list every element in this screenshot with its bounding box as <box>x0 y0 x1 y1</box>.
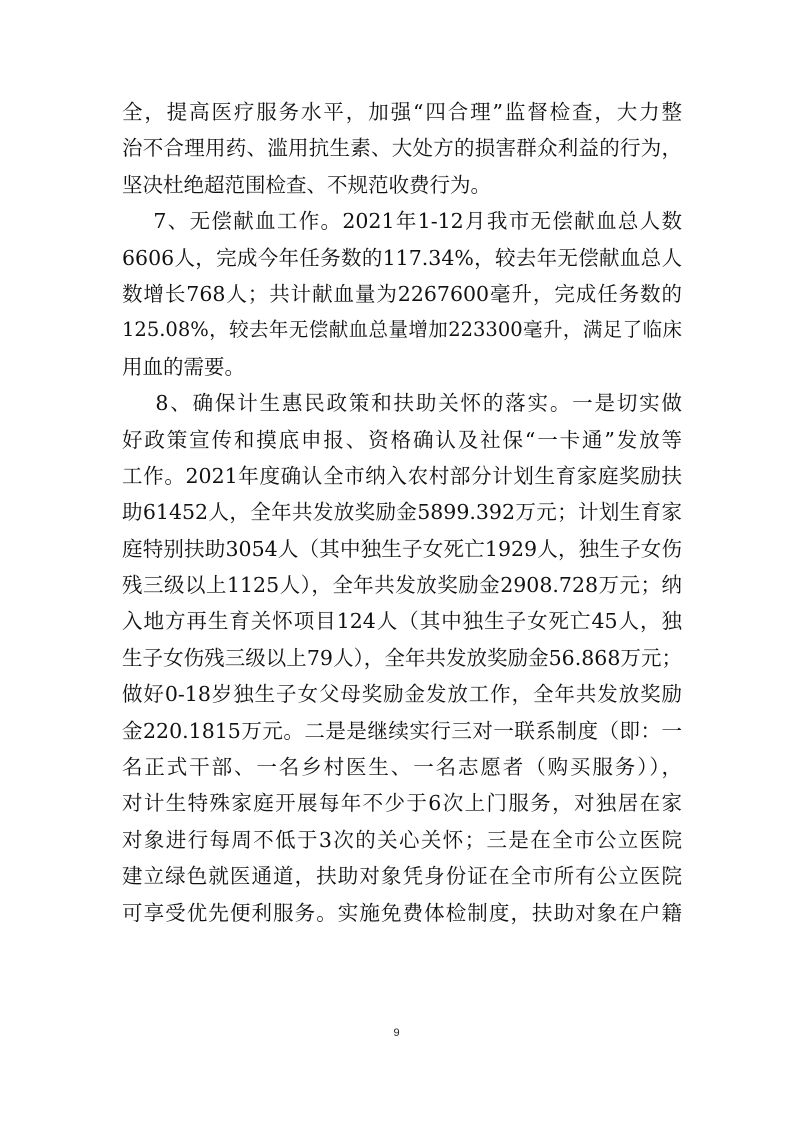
text-line: 用血的需要。 <box>122 354 245 379</box>
text-line: 125.08%，较去年无偿献血总量增加223300毫升，满足了临床 <box>122 318 682 342</box>
text-line: 6606人，完成今年任务数的117.34%，较去年无偿献血总人 <box>122 245 682 270</box>
text-line: 残三级以上1125人），全年共发放奖励金2908.728万元；纳 <box>122 573 682 598</box>
text-line: 对象进行每周不低于3次的关心关怀；三是在全市公立医院 <box>122 827 682 852</box>
text-line: 金220.1815万元。二是是继续实行三对一联系制度（即：一 <box>122 718 682 743</box>
text-line: 坚决杜绝超范围检查、不规范收费行为。 <box>122 172 491 197</box>
page-number: 9 <box>393 1027 400 1039</box>
page-body <box>122 94 682 931</box>
text-line: 对计生特殊家庭开展每年不少于6次上门服务，对独居在家 <box>122 791 682 816</box>
text-line: 好政策宣传和摸底申报、资格确认及社保“一卡通”发放等 <box>122 427 682 452</box>
text-line: 助61452人，全年共发放奖励金5899.392万元；计划生育家 <box>122 500 682 525</box>
text-line: 建立绿色就医通道，扶助对象凭身份证在全市所有公立医院 <box>122 864 682 889</box>
text-line: 庭特别扶助3054人（其中独生子女死亡1929人，独生子女伤 <box>122 536 682 561</box>
text-line: 做好0-18岁独生子女父母奖励金发放工作，全年共发放奖励 <box>122 682 682 707</box>
text-line: 名正式干部、一名乡村医生、一名志愿者（购买服务））， <box>122 755 682 780</box>
text-line: 工作。2021年度确认全市纳入农村部分计划生育家庭奖励扶 <box>122 463 682 488</box>
text-line: 可享受优先便利服务。实施免费体检制度，扶助对象在户籍 <box>122 900 682 925</box>
text-line: 治不合理用药、滥用抗生素、大处方的损害群众利益的行为， <box>122 136 682 161</box>
text-line: 7、无偿献血工作。2021年1-12月我市无偿献血总人数 <box>122 209 682 234</box>
text-line: 全，提高医疗服务水平，加强“四合理”监督检查，大力整 <box>122 100 682 124</box>
text-line: 8、确保计生惠民政策和扶助关怀的落实。一是切实做 <box>122 391 682 416</box>
text-line: 入地方再生育关怀项目124人（其中独生子女死亡45人，独 <box>122 609 682 634</box>
text-line: 生子女伤残三级以上79人），全年共发放奖励金56.868万元； <box>122 645 682 670</box>
text-line: 数增长768人；共计献血量为2267600毫升，完成任务数的 <box>122 281 682 306</box>
